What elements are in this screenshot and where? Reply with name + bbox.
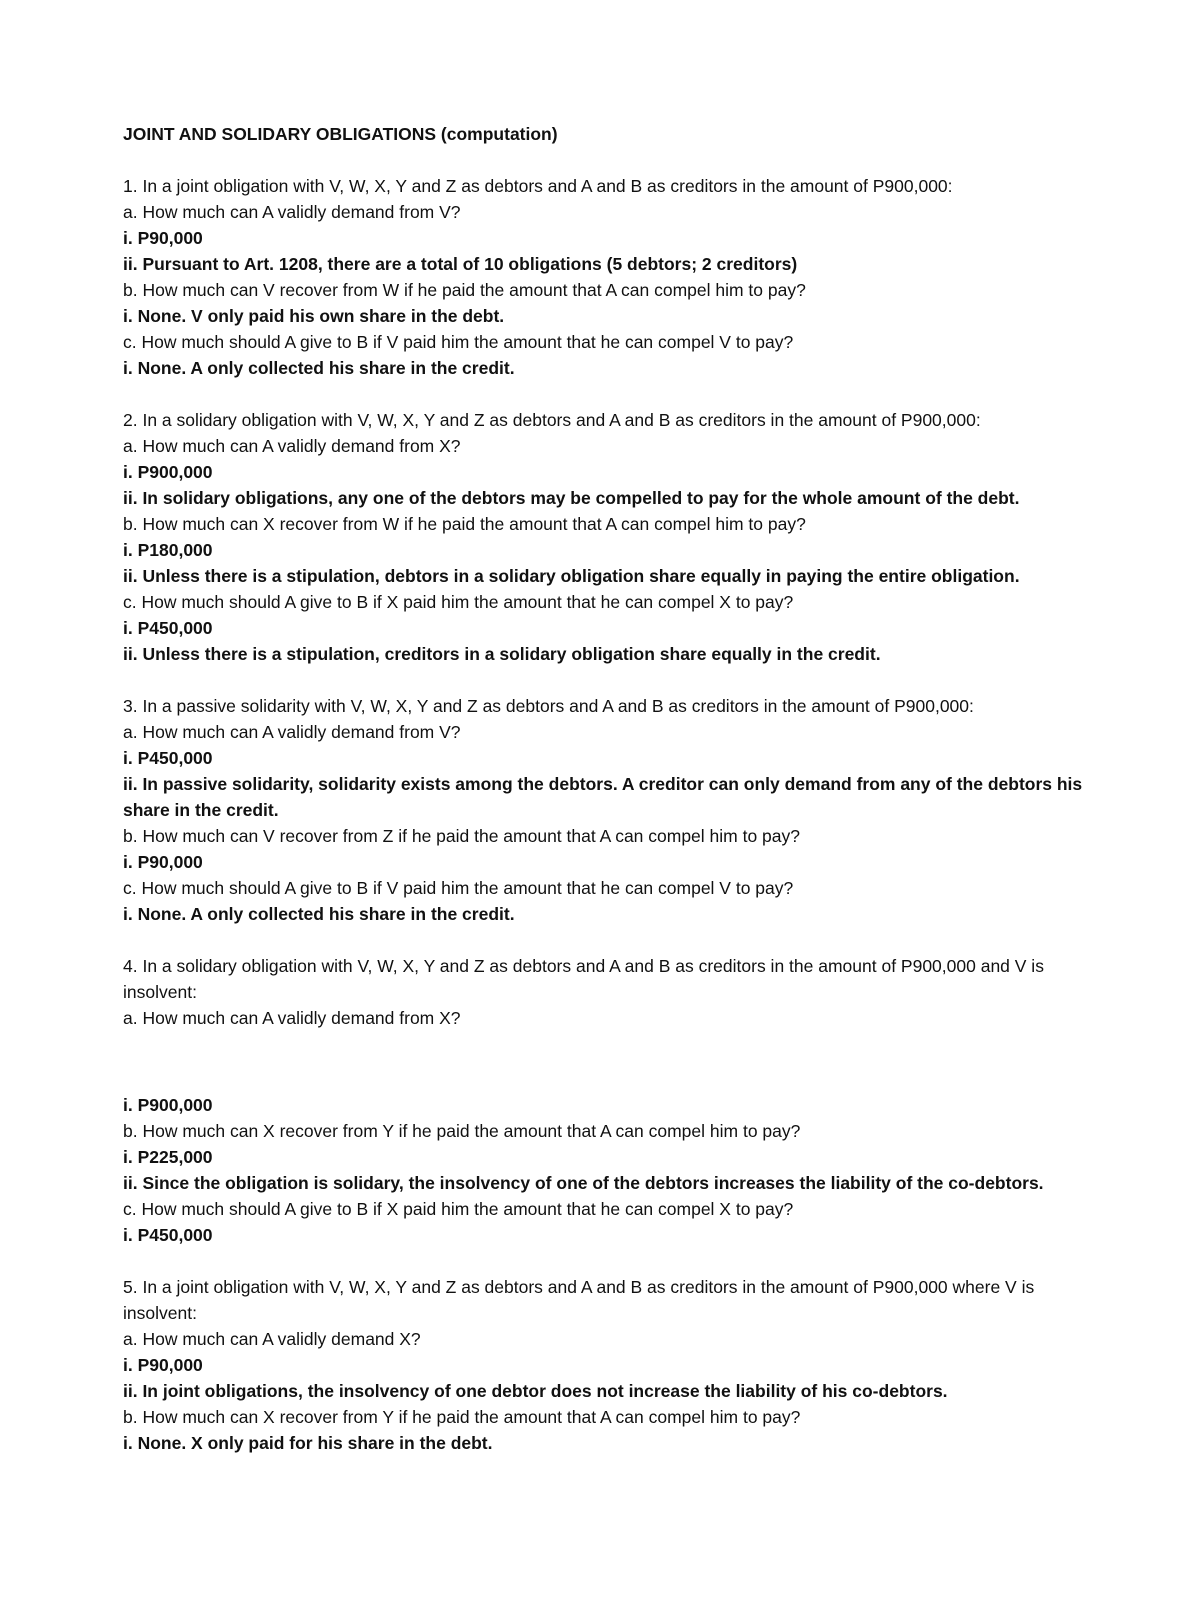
question-line: c. How much should A give to B if X paid him the amount that he can compel X to pay? (123, 592, 794, 612)
question-line: c. How much should A give to B if V paid him the amount that he can compel V to pay? (123, 332, 794, 352)
question-line: a. How much can A validly demand from V? (123, 722, 461, 742)
answer-line: i. P225,000 (123, 1147, 213, 1167)
answer-line: i. P900,000 (123, 462, 213, 482)
document-body (123, 121, 1103, 1482)
question-line: b. How much can X recover from Y if he paid the amount that A can compel him to pay? (123, 1121, 801, 1141)
answer-line: i. P90,000 (123, 228, 203, 248)
question-line: b. How much can V recover from Z if he paid the amount that A can compel him to pay? (123, 826, 801, 846)
question-section-3 (123, 693, 1103, 927)
question-line: b. How much can X recover from W if he paid the amount that A can compel him to pay? (123, 514, 806, 534)
answer-line: ii. Unless there is a stipulation, creditors in a solidary obligation share equally in the credit. (123, 644, 881, 664)
answer-line: i. None. V only paid his own share in the debt. (123, 306, 505, 326)
answer-line: ii. Since the obligation is solidary, the insolvency of one of the debtors increases the liability of the co-debtors. (123, 1173, 1044, 1193)
answer-line: ii. Unless there is a stipulation, debtors in a solidary obligation share equally in paying the entire obligation. (123, 566, 1020, 586)
question-line: 2. In a solidary obligation with V, W, X, Y and Z as debtors and A and B as creditors in the amount of P900,000: (123, 410, 981, 430)
blank-line (123, 1049, 1103, 1075)
answer-line: ii. In joint obligations, the insolvency of one debtor does not increase the liability of his co-debtors. (123, 1381, 948, 1401)
answer-line: i. None. A only collected his share in the credit. (123, 358, 515, 378)
question-line: b. How much can X recover from Y if he paid the amount that A can compel him to pay? (123, 1407, 801, 1427)
answer-line: i. P450,000 (123, 618, 213, 638)
answer-line: ii. In passive solidarity, solidarity exists among the debtors. A creditor can only demand from any of the debtors his share in the credit. (123, 774, 1088, 820)
answer-line: i. None. X only paid for his share in the debt. (123, 1433, 493, 1453)
answer-line: i. P450,000 (123, 1225, 213, 1245)
answer-line: i. P180,000 (123, 540, 213, 560)
question-sections (123, 173, 1103, 1456)
question-line: a. How much can A validly demand X? (123, 1329, 421, 1349)
question-line: 5. In a joint obligation with V, W, X, Y and Z as debtors and A and B as creditors in the amount of P900,000 where V is insolvent: (123, 1277, 1040, 1323)
question-section-1 (123, 173, 1103, 381)
question-line: a. How much can A validly demand from X? (123, 1008, 461, 1028)
question-line: a. How much can A validly demand from X? (123, 436, 461, 456)
document-title: JOINT AND SOLIDARY OBLIGATIONS (computation) (123, 124, 558, 144)
question-section-2 (123, 407, 1103, 667)
question-line: 1. In a joint obligation with V, W, X, Y and Z as debtors and A and B as creditors in the amount of P900,000: (123, 176, 953, 196)
answer-line: i. P900,000 (123, 1095, 213, 1115)
answer-line: i. None. A only collected his share in the credit. (123, 904, 515, 924)
answer-line: i. P450,000 (123, 748, 213, 768)
question-line: c. How much should A give to B if V paid him the amount that he can compel V to pay? (123, 878, 794, 898)
answer-line: i. P90,000 (123, 852, 203, 872)
question-line: b. How much can V recover from W if he paid the amount that A can compel him to pay? (123, 280, 806, 300)
question-line: 4. In a solidary obligation with V, W, X, Y and Z as debtors and A and B as creditors in the amount of P900,000 and V is insolvent: (123, 956, 1049, 1002)
question-line: 3. In a passive solidarity with V, W, X, Y and Z as debtors and A and B as creditors in the amount of P900,000: (123, 696, 974, 716)
question-line: c. How much should A give to B if X paid him the amount that he can compel X to pay? (123, 1199, 794, 1219)
answer-line: ii. Pursuant to Art. 1208, there are a total of 10 obligations (5 debtors; 2 creditors) (123, 254, 798, 274)
question-section-5 (123, 1274, 1103, 1456)
answer-line: ii. In solidary obligations, any one of the debtors may be compelled to pay for the whole amount of the debt. (123, 488, 1020, 508)
question-section-4 (123, 953, 1103, 1248)
answer-line: i. P90,000 (123, 1355, 203, 1375)
question-line: a. How much can A validly demand from V? (123, 202, 461, 222)
